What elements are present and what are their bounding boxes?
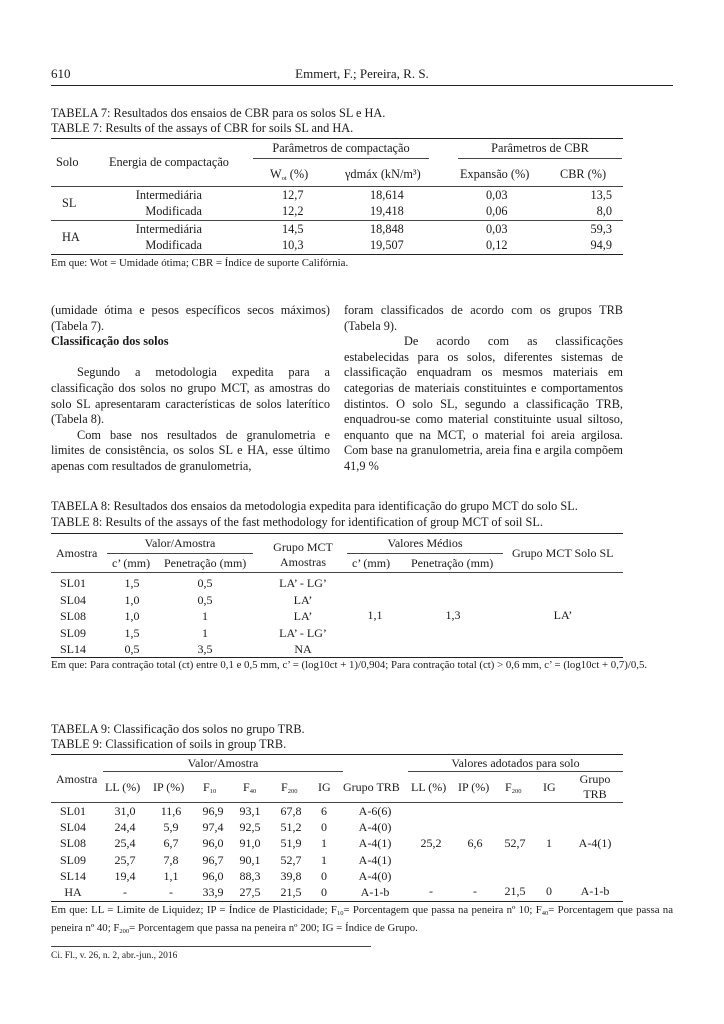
table7-bottom-rule	[51, 254, 623, 255]
table9-ip: 1,1	[163, 868, 179, 883]
table7-note: Em que: Wot = Umidade ótima; CBR = Índice de suporte Califórnia.	[51, 257, 349, 269]
table9-f40-col	[234, 803, 266, 900]
table9-f200-col	[275, 803, 307, 900]
table9-amostra: SL04	[59, 820, 86, 835]
table9-h-grupo-trb-adot: Grupo TRB	[579, 772, 611, 801]
table8-amostra: SL14	[59, 642, 86, 657]
table8-mean-c: 1,1	[367, 608, 383, 622]
table9-ig: 6	[321, 804, 327, 818]
table7-caption-en: TABLE 7: Results of the assays of CBR for soils SL and HA.	[51, 121, 354, 135]
table9-f200: 51,9	[280, 836, 302, 851]
table9-ha-adopted-ll: -	[429, 884, 433, 898]
table7-gamma: 19,507	[370, 238, 404, 252]
page-number: 610	[51, 66, 71, 81]
table7-exp: 0,03	[486, 222, 508, 236]
table8-note: Em que: Para contração total (ct) entre 0,1 e 0,5 mm, c’ = (log10ct + 1)/0,904; Para contração total (ct) > 0,6 mm, c’ = (log10ct + 0,7)/0,5.	[51, 659, 648, 671]
table9-ip: 7,8	[163, 852, 179, 867]
table9-h-ig: IG	[318, 780, 331, 794]
table9-f200: 21,5	[280, 885, 302, 900]
table7-wot: 14,5	[282, 222, 304, 236]
table8-h-pen: Penetração (mm)	[164, 556, 247, 570]
table8-c: 1,5	[124, 625, 140, 640]
table9-h-valores-adotados: Valores adotados para solo	[451, 756, 580, 770]
table9-h-grupo-trb: Grupo TRB	[343, 780, 400, 794]
table7-exp: 0,03	[486, 188, 508, 202]
table8-pen: 0,5	[197, 576, 213, 590]
table7-wot: 12,2	[282, 204, 304, 218]
table9-h-f200: $F_{200}$	[281, 780, 298, 795]
table7-h-cbr: CBR (%)	[560, 167, 607, 181]
table8-grupo: LA’ - LG’	[279, 625, 327, 640]
table8-pen: 1	[202, 609, 208, 624]
table7-wot: 12,7	[282, 188, 304, 202]
table8-grupo-solo: LA’	[553, 608, 573, 622]
table9-amostra: SL08	[59, 836, 86, 851]
table9-f40: 93,1	[239, 804, 261, 818]
table9-h-f10: $F_{10}$	[203, 780, 217, 795]
table9-ip: -	[169, 885, 173, 900]
table8-c: 1,0	[124, 609, 140, 624]
table9-valor-rule	[103, 771, 343, 772]
table7-h-wot: $W_{ot}$ (%)	[270, 167, 309, 182]
table9-ig-col	[316, 803, 332, 900]
table9-amostra: HA	[64, 885, 82, 900]
table7-cbr-rule	[458, 158, 622, 159]
section-heading: Classificação dos solos	[51, 334, 169, 349]
table8-valor-rule	[107, 553, 253, 554]
footer-citation: Ci. Fl., v. 26, n. 2, abr.-jun., 2016	[51, 951, 178, 961]
table9-ip: 6,7	[163, 836, 179, 851]
header-rule	[51, 85, 673, 86]
table8-pen: 0,5	[197, 592, 213, 607]
table7-energia: Intermediária	[135, 222, 202, 236]
table8-h-amostra: Amostra	[56, 546, 98, 560]
table7-exp: 0,12	[486, 238, 508, 252]
table7-h-energia: Energia de compactação	[109, 155, 229, 169]
body-paragraph: De acordo com as classificações estabelecidas para os solos, diferentes sistemas de classificação enquadram os mesmos materiais em categorias de materiais constituintes e comportamentos distintos. O solo SL, segundo a classificação TRB, enquadrou-se como material constituinte usual siltoso, enquanto que na MCT, o material foi areia argilosa. Com base na granulometria, areia fina e argila compõem 41,9 %	[344, 334, 623, 473]
table9-ll: 25,7	[114, 852, 136, 867]
table7-cbr: 13,5	[590, 188, 612, 202]
table7-top-rule	[51, 138, 623, 139]
table9-ig: 0	[321, 820, 327, 835]
table7-h-param-compact: Parâmetros de compactação	[272, 141, 410, 155]
body-paragraph: (umidade ótima e pesos específicos secos máximos) (Tabela 7).	[51, 303, 330, 333]
table7-mid-rule	[51, 220, 623, 221]
table7-wot: 10,3	[282, 238, 304, 252]
table9-ip: 5,9	[163, 820, 179, 835]
table9-f200: 67,8	[280, 804, 302, 818]
table8-h-pen-mean: Penetração (mm)	[411, 556, 494, 570]
table9-ha-adopted-f200: 21,5	[504, 884, 526, 898]
table9-sl-adopted-f200: 52,7	[504, 836, 526, 850]
table8-c: 0,5	[124, 642, 140, 657]
table8-pen: 1	[202, 625, 208, 640]
footer-rule	[51, 946, 371, 947]
table9-ll: -	[123, 885, 127, 900]
table9-f200: 39,8	[280, 868, 302, 883]
table7-caption-pt: TABELA 7: Resultados dos ensaios de CBR para os solos SL e HA.	[51, 106, 386, 120]
table9-caption-en: TABLE 9: Classification of soils in group TRB.	[51, 737, 287, 751]
table7-cbr: 59,3	[590, 222, 612, 236]
table9-trb: A-4(1)	[358, 836, 392, 851]
table7-energia: Modificada	[145, 204, 202, 218]
table8-pen: 3,5	[197, 642, 213, 657]
table8-h-grupo-mct: Grupo MCT Amostras	[273, 540, 333, 569]
table9-f10: 96,9	[202, 804, 224, 818]
table8-amostra-col	[53, 575, 93, 658]
table9-sl-adopted-ig: 1	[546, 836, 552, 850]
table9-bottom-rule	[51, 901, 623, 902]
body-paragraph: Segundo a metodologia expedita para a classificação dos solos no grupo MCT, as amostras do solo SL apresentaram características de solos laterítico (Tabela 8).	[51, 365, 330, 427]
table8-grupo: NA	[294, 642, 312, 657]
table9-f40: 90,1	[239, 852, 261, 867]
table8-amostra: SL01	[59, 576, 86, 590]
table8-grupo: LA’	[293, 592, 313, 607]
table8-caption-en: TABLE 8: Results of the assays of the fast methodology for identification of group MCT of soil SL.	[51, 515, 543, 529]
table9-trb: A-4(0)	[358, 820, 392, 835]
table9-f40: 91,0	[239, 836, 261, 851]
table9-amostra: SL09	[59, 852, 86, 867]
body-left-column	[51, 303, 330, 475]
table9-ig: 1	[321, 836, 327, 851]
table8-c: 1,0	[124, 592, 140, 607]
table9-ll-col	[107, 803, 143, 900]
table9-caption-pt: TABELA 9: Classificação dos solos no grupo TRB.	[51, 722, 305, 736]
table9-h-amostra: Amostra	[56, 772, 98, 786]
running-title: Emmert, F.; Pereira, R. S.	[295, 66, 429, 81]
table7-header-rule	[51, 186, 623, 187]
table9-h-f40: $F_{40}$	[243, 780, 257, 795]
table7-cbr: 8,0	[596, 204, 612, 218]
table9-trb: A-4(0)	[358, 868, 392, 883]
table9-ha-adopted-ip: -	[473, 884, 477, 898]
table9-amostra: SL01	[59, 804, 86, 818]
table8-c: 1,5	[124, 576, 140, 590]
table8-grupo-col	[262, 575, 344, 658]
table9-sl-adopted-trb: A-4(1)	[578, 836, 612, 850]
table8-c-col	[112, 575, 152, 658]
table8-h-valores-medios: Valores Médios	[387, 536, 463, 550]
table9-h-f200-adot: $F_{200}$	[505, 780, 522, 795]
table8-grupo: LA’ - LG’	[279, 576, 327, 590]
table7-gamma: 18,614	[370, 188, 404, 202]
table8-h-valor-amostra: Valor/Amostra	[144, 536, 216, 550]
table9-ha-adopted-trb: A-1-b	[580, 884, 610, 898]
table9-note: Em que: LL = Limite de Liquidez; IP = Índice de Plasticidade; $F_{10}=$ Porcentagem que passa na peneira nº 10; $F_{40}=$ Porcentagem que passa na peneira nº 40; $F_{200}=$ Porcentagem que passa na peneira nº 200; IG = Índice de Grupo.	[51, 904, 673, 935]
table9-h-valor-amostra: Valor/Amostra	[187, 756, 259, 770]
table9-f200: 52,7	[280, 852, 302, 867]
table9-h-ig-adot: IG	[543, 780, 556, 794]
table8-h-c: c’ (mm)	[112, 556, 151, 570]
table7-energia: Intermediária	[135, 188, 202, 202]
table9-h-ll: LL (%)	[105, 780, 141, 794]
table9-trb: A-4(1)	[358, 852, 392, 867]
table8-grupo: LA’	[293, 609, 313, 624]
table9-f10: 33,9	[202, 885, 224, 900]
table9-ig: 0	[321, 885, 327, 900]
table9-amostra: SL14	[59, 868, 86, 883]
table8-h-c-mean: c’ (mm)	[352, 556, 391, 570]
table7-exp: 0,06	[486, 204, 508, 218]
table7-gamma: 19,418	[370, 204, 404, 218]
body-paragraph: foram classificados de acordo com os grupos TRB (Tabela 9).	[344, 303, 623, 333]
table7-compact-rule	[253, 158, 429, 159]
table9-ll: 31,0	[114, 804, 136, 818]
table9-sl-adopted-ip: 6,6	[467, 836, 483, 850]
table9-f10-col	[197, 803, 229, 900]
table7-h-param-cbr: Parâmetros de CBR	[491, 141, 589, 155]
table9-ig: 1	[321, 852, 327, 867]
table9-f200: 51,2	[280, 820, 302, 835]
table7-cbr: 94,9	[590, 238, 612, 252]
table9-top-rule	[51, 754, 623, 755]
table7-h-expansao: Expansão (%)	[460, 167, 530, 181]
table9-ig: 0	[321, 868, 327, 883]
table9-f10: 97,4	[202, 820, 224, 835]
body-right-column	[344, 303, 623, 475]
body-paragraph: Com base nos resultados de granulometria e limites de consistência, os solos SL e HA, esse último apenas com resultados de granulometria,	[51, 427, 330, 473]
table9-ip: 11,6	[160, 804, 182, 818]
table7-energia: Modificada	[145, 238, 202, 252]
table9-h-ll-adot: LL (%)	[411, 780, 447, 794]
table8-pen-col	[180, 575, 230, 658]
table9-h-ip-adot: IP (%)	[458, 780, 490, 794]
table9-ip-col	[155, 803, 187, 900]
table8-h-grupo-mct-solo: Grupo MCT Solo SL	[512, 546, 614, 560]
table8-top-rule	[51, 533, 623, 534]
table8-medios-rule	[347, 553, 503, 554]
table7-gamma: 18,848	[370, 222, 404, 236]
table8-amostra: SL04	[59, 592, 86, 607]
table9-f40: 88,3	[239, 868, 261, 883]
table8-mean-pen: 1,3	[445, 608, 461, 622]
table7-h-solo: Solo	[56, 155, 79, 169]
table8-header-rule	[51, 572, 623, 573]
table7-solo-ha: HA	[62, 230, 80, 244]
table9-f10: 96,7	[202, 852, 224, 867]
table8-amostra: SL09	[59, 625, 86, 640]
table9-ll: 24,4	[114, 820, 136, 835]
table7-h-gamma: γdmáx (kN/m³)	[345, 167, 421, 181]
table9-trb-col	[350, 803, 400, 900]
table8-caption-pt: TABELA 8: Resultados dos ensaios da metodologia expedita para identificação do grupo MCT do solo SL.	[51, 499, 578, 513]
table9-sl-adopted-ll: 25,2	[420, 836, 442, 850]
table8-amostra: SL08	[59, 609, 86, 624]
table9-trb: A-1-b	[360, 885, 390, 900]
table9-ll: 19,4	[114, 868, 136, 883]
table9-trb: A-6(6)	[358, 804, 392, 818]
table9-f10: 96,0	[202, 868, 224, 883]
table9-ha-adopted-ig: 0	[546, 884, 552, 898]
table9-amostra-col	[53, 803, 93, 900]
table9-f40: 92,5	[239, 820, 261, 835]
table9-f10: 96,0	[202, 836, 224, 851]
table9-f40: 27,5	[239, 885, 261, 900]
table7-solo-sl: SL	[62, 196, 77, 210]
table9-h-ip: IP (%)	[153, 780, 185, 794]
table9-ll: 25,4	[114, 836, 136, 851]
